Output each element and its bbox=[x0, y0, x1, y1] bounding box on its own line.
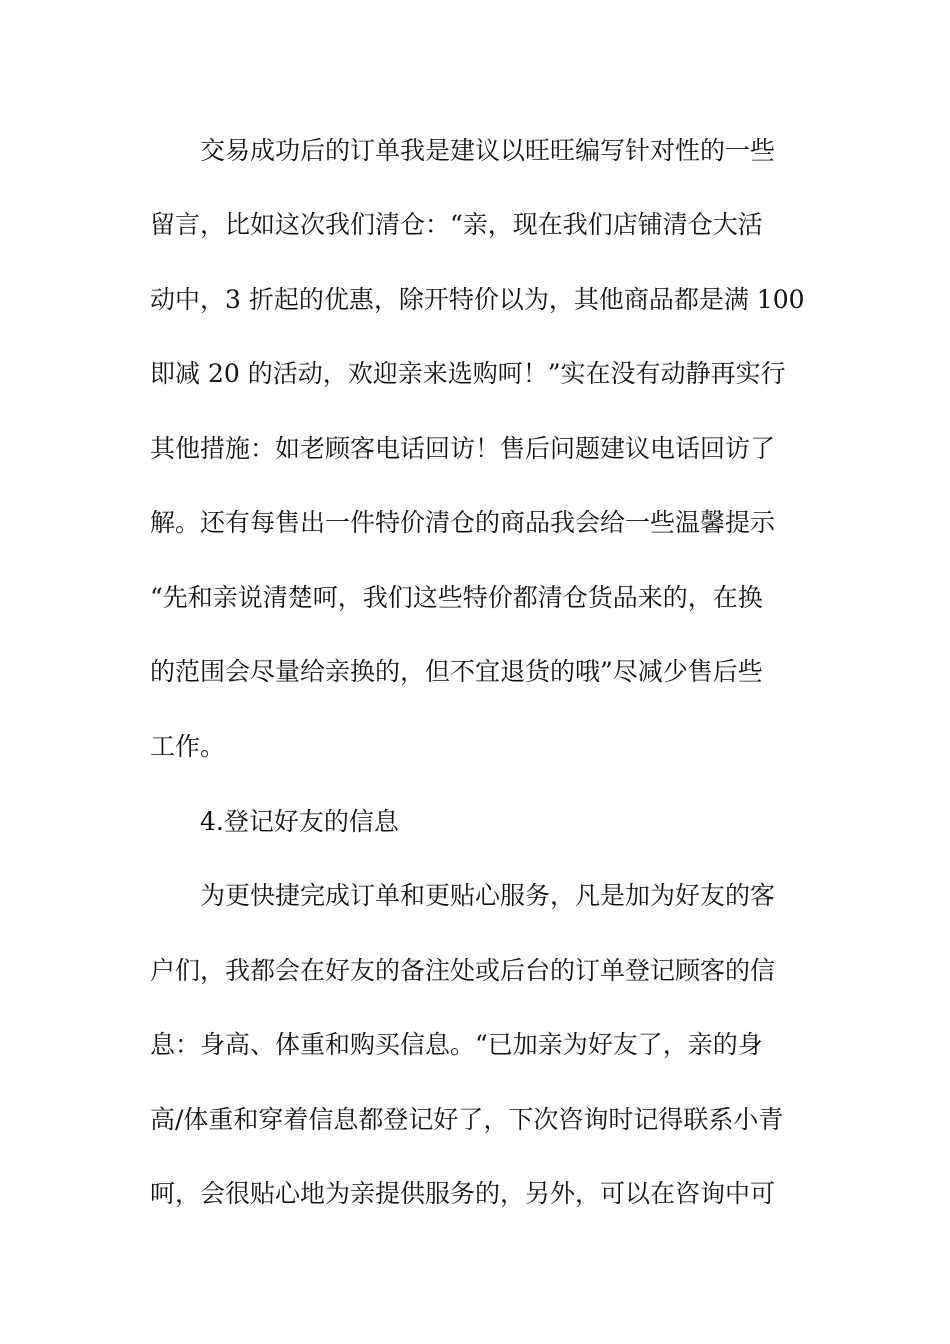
body-text-line: 解。还有每售出一件特价清仓的商品我会给一些温馨提示 bbox=[150, 508, 776, 537]
body-text-line: 动中，3 折起的优惠，除开特价以为，其他商品都是满 100 bbox=[150, 285, 805, 314]
body-text-line: 户们，我都会在好友的备注处或后台的订单登记顾客的信 bbox=[150, 956, 776, 985]
body-text-line: 高/体重和穿着信息都登记好了，下次咨询时记得联系小青 bbox=[150, 1105, 784, 1134]
body-text-line: 交易成功后的订单我是建议以旺旺编写针对性的一些 bbox=[150, 136, 776, 165]
body-text-line: 工作。 bbox=[150, 732, 226, 761]
body-text-line: 呵，会很贴心地为亲提供服务的，另外，可以在咨询中可 bbox=[150, 1179, 776, 1208]
body-text-line: 即减 20 的活动，欢迎亲来选购呵！”实在没有动静再实行 bbox=[150, 359, 786, 388]
section-heading: 4.登记好友的信息 bbox=[150, 807, 399, 836]
body-text-line: 的范围会尽量给亲换的，但不宜退货的哦”尽减少售后些 bbox=[150, 657, 763, 686]
body-text-line: “先和亲说清楚呵，我们这些特价都清仓货品来的，在换 bbox=[150, 583, 763, 612]
body-text-line: 其他措施：如老顾客电话回访！售后问题建议电话回访了 bbox=[150, 434, 776, 463]
body-text-line: 为更快捷完成订单和更贴心服务，凡是加为好友的客 bbox=[150, 881, 776, 910]
body-text-line: 留言，比如这次我们清仓：“亲，现在我们店铺清仓大活 bbox=[150, 210, 763, 239]
body-text-line: 息：身高、体重和购买信息。“已加亲为好友了，亲的身 bbox=[150, 1030, 763, 1059]
